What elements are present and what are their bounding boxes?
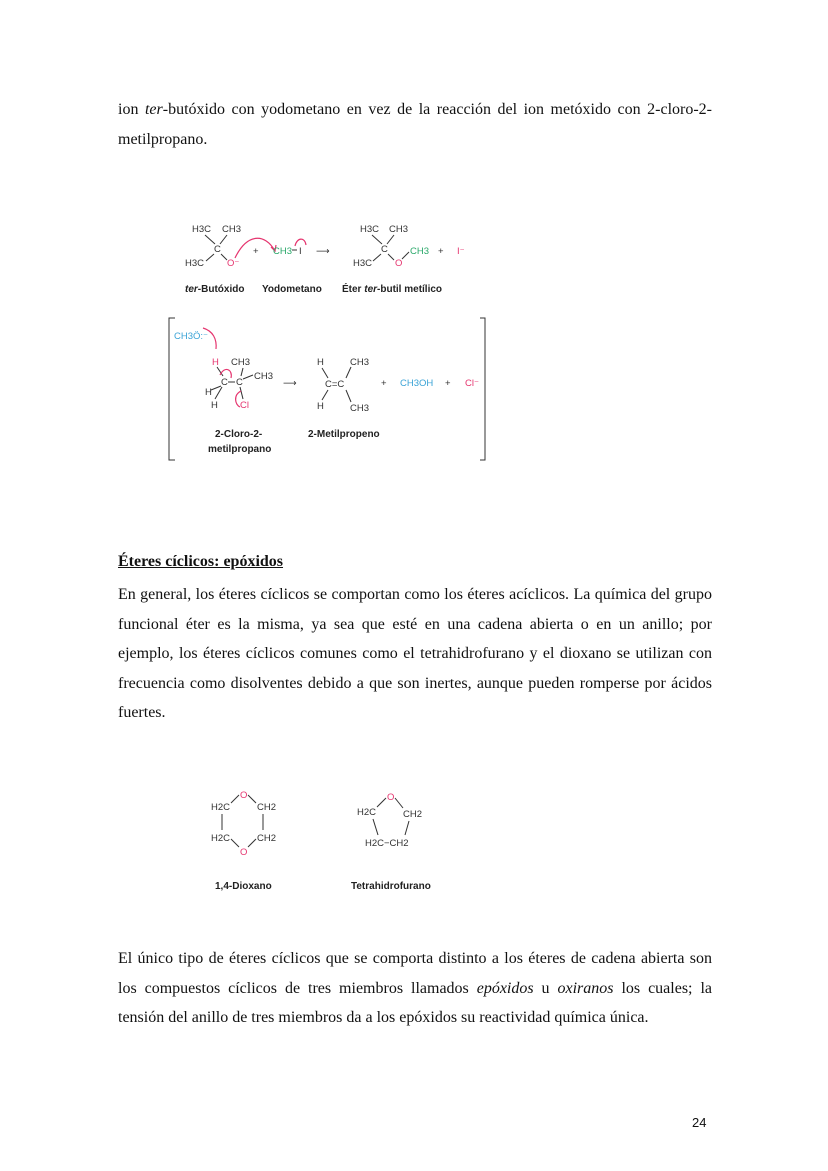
section-paragraph: En general, los éteres cíclicos se comportan como los éteres acíclicos. La química del grupo funcional éter es la misma, ya sea que esté en una cadena abierta o en un anillo; por ejemplo, los éteres cíclicos comunes como el tetrahidrofurano y el dioxano se utilizan con frecuencia como disolventes debido a que son inertes, aunque pueden romperse por ácidos fuertes. bbox=[118, 586, 712, 721]
tert-butoxide-structure bbox=[185, 224, 276, 269]
label-chloro-line1: 2-Cloro-2- bbox=[215, 429, 263, 440]
ether-h3c-left: H3C bbox=[353, 258, 373, 269]
cyclic-ethers-figure bbox=[200, 780, 460, 900]
chloride-ion: Cl⁻ bbox=[465, 378, 479, 389]
dioxane-structure bbox=[211, 790, 276, 892]
closing-text-part2: u bbox=[533, 979, 558, 997]
iodomethane-ch3: CH3 bbox=[273, 246, 293, 257]
section-heading: Éteres cíclicos: epóxidos bbox=[118, 553, 284, 570]
tbuo-oxygen: O⁻ bbox=[227, 258, 240, 269]
methoxide-ion: CH3Ö:⁻ bbox=[174, 331, 209, 342]
ether-center-c: C bbox=[381, 244, 388, 255]
tbuo-center-c: C bbox=[214, 244, 221, 255]
tbuo-h3c-left: H3C bbox=[185, 258, 205, 269]
alkene-h-top: H bbox=[317, 357, 324, 368]
intro-paragraph bbox=[118, 95, 712, 154]
reactant-ch3-right: CH3 bbox=[254, 371, 274, 382]
closing-text-part1: El único tipo de éteres cíclicos que se comporta distinto a los éteres de cadena abierta son los compuestos cíclicos de tres miembros llamados bbox=[118, 950, 712, 997]
page-number: 24 bbox=[692, 1115, 707, 1130]
intro-text-part1: ion bbox=[118, 101, 145, 118]
dioxane-ch2-bottom: CH2 bbox=[257, 833, 277, 844]
alkene-double-bond: C=C bbox=[325, 379, 345, 390]
reactant-h-top: H bbox=[212, 357, 219, 368]
reaction-arrow-2: ⟶ bbox=[283, 378, 297, 389]
intro-ter-italic: ter bbox=[144, 101, 163, 118]
dioxane-h2c-bottom: H2C bbox=[211, 833, 231, 844]
iodide-ion: I⁻ bbox=[457, 246, 465, 257]
methylpropene-structure bbox=[317, 357, 369, 414]
reactant-ch3-top: CH3 bbox=[231, 357, 251, 368]
alkene-ch3-top: CH3 bbox=[350, 357, 370, 368]
plus-3: + bbox=[381, 378, 387, 389]
reactant-chlorine: Cl bbox=[240, 400, 249, 411]
electron-arrow-2 bbox=[295, 239, 306, 246]
ether-h3c-top: H3C bbox=[360, 224, 380, 235]
label-methylpropene: 2-Metilpropeno bbox=[308, 429, 380, 440]
methanol: CH3OH bbox=[400, 378, 434, 389]
thf-structure bbox=[351, 792, 431, 892]
alkene-ch3-bottom: CH3 bbox=[350, 403, 370, 414]
closing-oxiranos-italic: oxiranos bbox=[557, 979, 614, 997]
ether-ch3-top: CH3 bbox=[389, 224, 409, 235]
reactant-c-left: C bbox=[221, 377, 228, 388]
label-chloro-line2: metilpropano bbox=[208, 444, 272, 455]
label-ether-product: Éter ter-butil metílico bbox=[342, 284, 443, 295]
reaction-figure bbox=[165, 215, 505, 465]
alkene-h-bottom: H bbox=[317, 401, 324, 412]
ether-product-structure bbox=[353, 224, 429, 269]
thf-ch2-top: CH2 bbox=[403, 809, 423, 820]
reactant-h-bottom: H bbox=[211, 400, 218, 411]
plus-2: + bbox=[438, 246, 444, 257]
reactant-h-left: H bbox=[205, 387, 212, 398]
plus-1: + bbox=[253, 246, 259, 257]
iodomethane-structure bbox=[273, 239, 306, 257]
label-iodomethane: Yodometano bbox=[262, 284, 322, 295]
reaction-arrow-1: ⟶ bbox=[316, 246, 330, 257]
label-tert-butoxide: ter-Butóxido bbox=[185, 284, 245, 295]
closing-epoxidos-italic: epóxidos bbox=[476, 979, 534, 997]
dioxane-o-top: O bbox=[240, 790, 248, 801]
chloromethylpropane-structure bbox=[205, 357, 273, 411]
closing-text-part3: los cuales; la tensión del anillo de tres miembros da a los epóxidos su reactividad química única. bbox=[118, 979, 712, 1026]
thf-bottom: H2C−CH2 bbox=[365, 838, 409, 849]
dioxane-label: 1,4-Dioxano bbox=[215, 881, 272, 892]
tbuo-h3c-top: H3C bbox=[192, 224, 212, 235]
dioxane-ch2-top: CH2 bbox=[257, 802, 277, 813]
thf-label: Tetrahidrofurano bbox=[351, 881, 431, 892]
iodomethane-iodine: I bbox=[299, 246, 302, 257]
thf-o-top: O bbox=[387, 792, 395, 803]
ether-ch3-green: CH3 bbox=[410, 246, 430, 257]
plus-4: + bbox=[445, 378, 451, 389]
dioxane-o-bottom: O bbox=[240, 847, 248, 858]
intro-text-part2: -butóxido con yodometano en vez de la reacción del ion metóxido con 2-cloro-2-metilpropano. bbox=[118, 101, 713, 148]
ether-oxygen: O bbox=[395, 258, 403, 269]
thf-h2c-top: H2C bbox=[357, 807, 377, 818]
right-bracket bbox=[480, 318, 485, 460]
closing-paragraph bbox=[118, 944, 712, 1033]
reactant-c-right: C bbox=[236, 377, 243, 388]
tbuo-ch3-top: CH3 bbox=[222, 224, 242, 235]
dioxane-h2c-top: H2C bbox=[211, 802, 231, 813]
